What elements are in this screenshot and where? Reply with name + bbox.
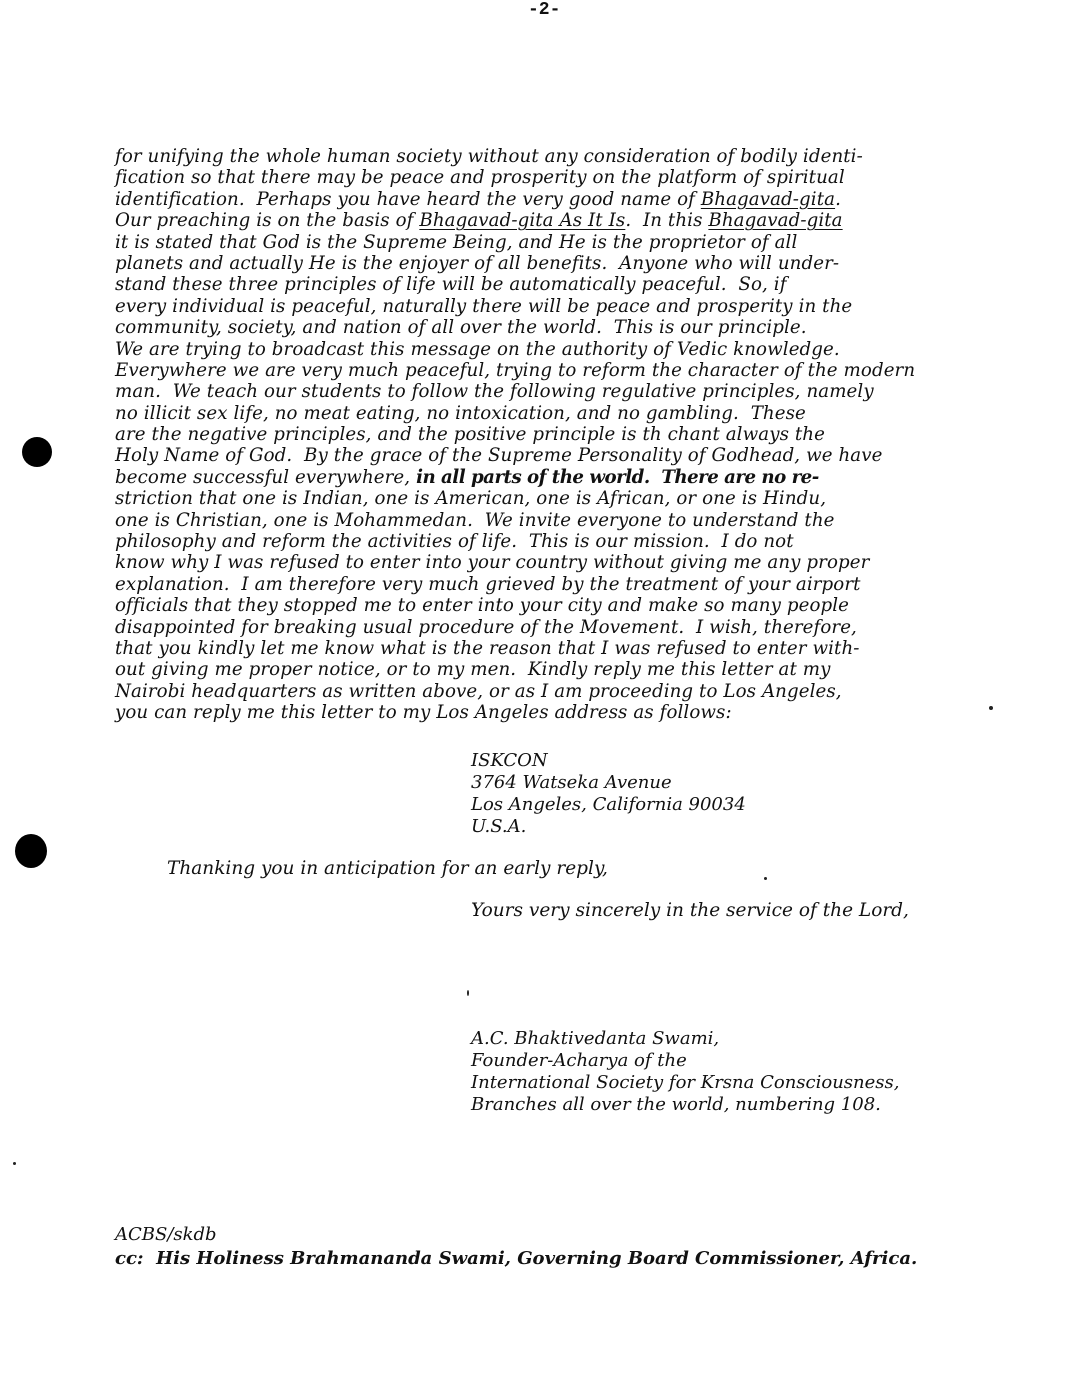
address-line: Los Angeles, California 90034 bbox=[471, 794, 746, 815]
scan-speck bbox=[467, 990, 469, 996]
body-text-segment: . In this bbox=[625, 210, 709, 232]
punch-hole-mark bbox=[15, 834, 47, 868]
scan-speck bbox=[13, 1162, 16, 1165]
underlined-title: Bhagavad-gita bbox=[708, 210, 843, 232]
mailing-address bbox=[471, 750, 746, 838]
closing-thanks: Thanking you in anticipation for an early reply, bbox=[167, 858, 608, 879]
underlined-title: Bhagavad-gita As It Is bbox=[419, 210, 626, 232]
body-line: fication so that there may be peace and prosperity on the platform of spiritual bbox=[115, 167, 845, 189]
overtyped-text: in all parts of the world. There are no re- bbox=[416, 466, 819, 488]
body-line: We are trying to broadcast this message on the authority of Vedic knowledge. bbox=[115, 338, 840, 360]
body-line: it is stated that God is the Supreme Being, and He is the proprietor of all bbox=[115, 231, 798, 253]
body-text-segment: become successful everywhere, bbox=[115, 466, 417, 488]
body-line bbox=[115, 467, 1015, 488]
body-line: no illicit sex life, no meat eating, no intoxication, and no gambling. These bbox=[115, 402, 806, 424]
body-text-segment: Our preaching is on the basis of bbox=[115, 210, 420, 232]
signature-block bbox=[471, 1028, 899, 1116]
body-line: stand these three principles of life will be automatically peaceful. So, if bbox=[115, 274, 787, 296]
letter-body bbox=[115, 146, 1015, 724]
body-line: disappointed for breaking usual procedure of the Movement. I wish, therefore, bbox=[115, 616, 857, 638]
signer-society: International Society for Krsna Consciousness, bbox=[471, 1072, 900, 1093]
body-line: community, society, and nation of all over the world. This is our principle. bbox=[115, 317, 807, 339]
page-number: -2- bbox=[528, 0, 561, 20]
body-line: that you kindly let me know what is the reason that I was refused to enter with- bbox=[115, 637, 860, 659]
scan-speck bbox=[989, 706, 993, 710]
body-line bbox=[115, 189, 1015, 210]
carbon-copy-line: cc: His Holiness Brahmananda Swami, Governing Board Commissioner, Africa. bbox=[115, 1248, 918, 1269]
body-line: philosophy and reform the activities of life. This is our mission. I do not bbox=[115, 531, 794, 553]
body-line: Holy Name of God. By the grace of the Supreme Personality of Godhead, we have bbox=[115, 445, 883, 467]
body-line: one is Christian, one is Mohammedan. We invite everyone to understand the bbox=[115, 509, 835, 531]
body-line: you can reply me this letter to my Los Angeles address as follows: bbox=[115, 702, 732, 724]
address-line: 3764 Watseka Avenue bbox=[471, 772, 672, 793]
body-line: for unifying the whole human society without any consideration of bodily identi- bbox=[115, 146, 863, 167]
body-line: out giving me proper notice, or to my men. Kindly reply me this letter at my bbox=[115, 659, 831, 681]
signer-branches: Branches all over the world, numbering 108. bbox=[471, 1094, 881, 1115]
body-line: striction that one is Indian, one is American, one is African, or one is Hindu, bbox=[115, 488, 827, 510]
body-line bbox=[115, 210, 1015, 231]
body-text-segment: . bbox=[835, 188, 841, 210]
body-line: every individual is peaceful, naturally there will be peace and prosperity in the bbox=[115, 295, 853, 317]
body-line: officials that they stopped me to enter into your city and make so many people bbox=[115, 595, 850, 617]
signer-title: Founder-Acharya of the bbox=[471, 1050, 687, 1071]
body-line: planets and actually He is the enjoyer of all benefits. Anyone who will under- bbox=[115, 252, 840, 274]
underlined-title: Bhagavad-gita bbox=[700, 188, 836, 210]
reference-initials: ACBS/skdb bbox=[115, 1224, 217, 1245]
body-text-segment: identification. Perhaps you have heard the very good name of bbox=[115, 188, 701, 210]
body-line: are the negative principles, and the positive principle is th chant always the bbox=[115, 424, 825, 446]
signer-name: A.C. Bhaktivedanta Swami, bbox=[471, 1028, 720, 1049]
punch-hole-mark bbox=[22, 437, 52, 467]
body-line: explanation. I am therefore very much grieved by the treatment of your airport bbox=[115, 573, 861, 595]
body-line: Nairobi headquarters as written above, or as I am proceeding to Los Angeles, bbox=[115, 680, 842, 702]
scan-speck bbox=[764, 877, 767, 880]
body-line: know why I was refused to enter into your country without giving me any proper bbox=[115, 552, 870, 574]
body-line: Everywhere we are very much peaceful, trying to reform the character of the modern bbox=[115, 359, 916, 381]
address-line: U.S.A. bbox=[471, 816, 527, 837]
body-line: man. We teach our students to follow the following regulative principles, namely bbox=[115, 381, 874, 403]
address-line: ISKCON bbox=[471, 750, 548, 771]
complimentary-close: Yours very sincerely in the service of the Lord, bbox=[471, 900, 909, 921]
